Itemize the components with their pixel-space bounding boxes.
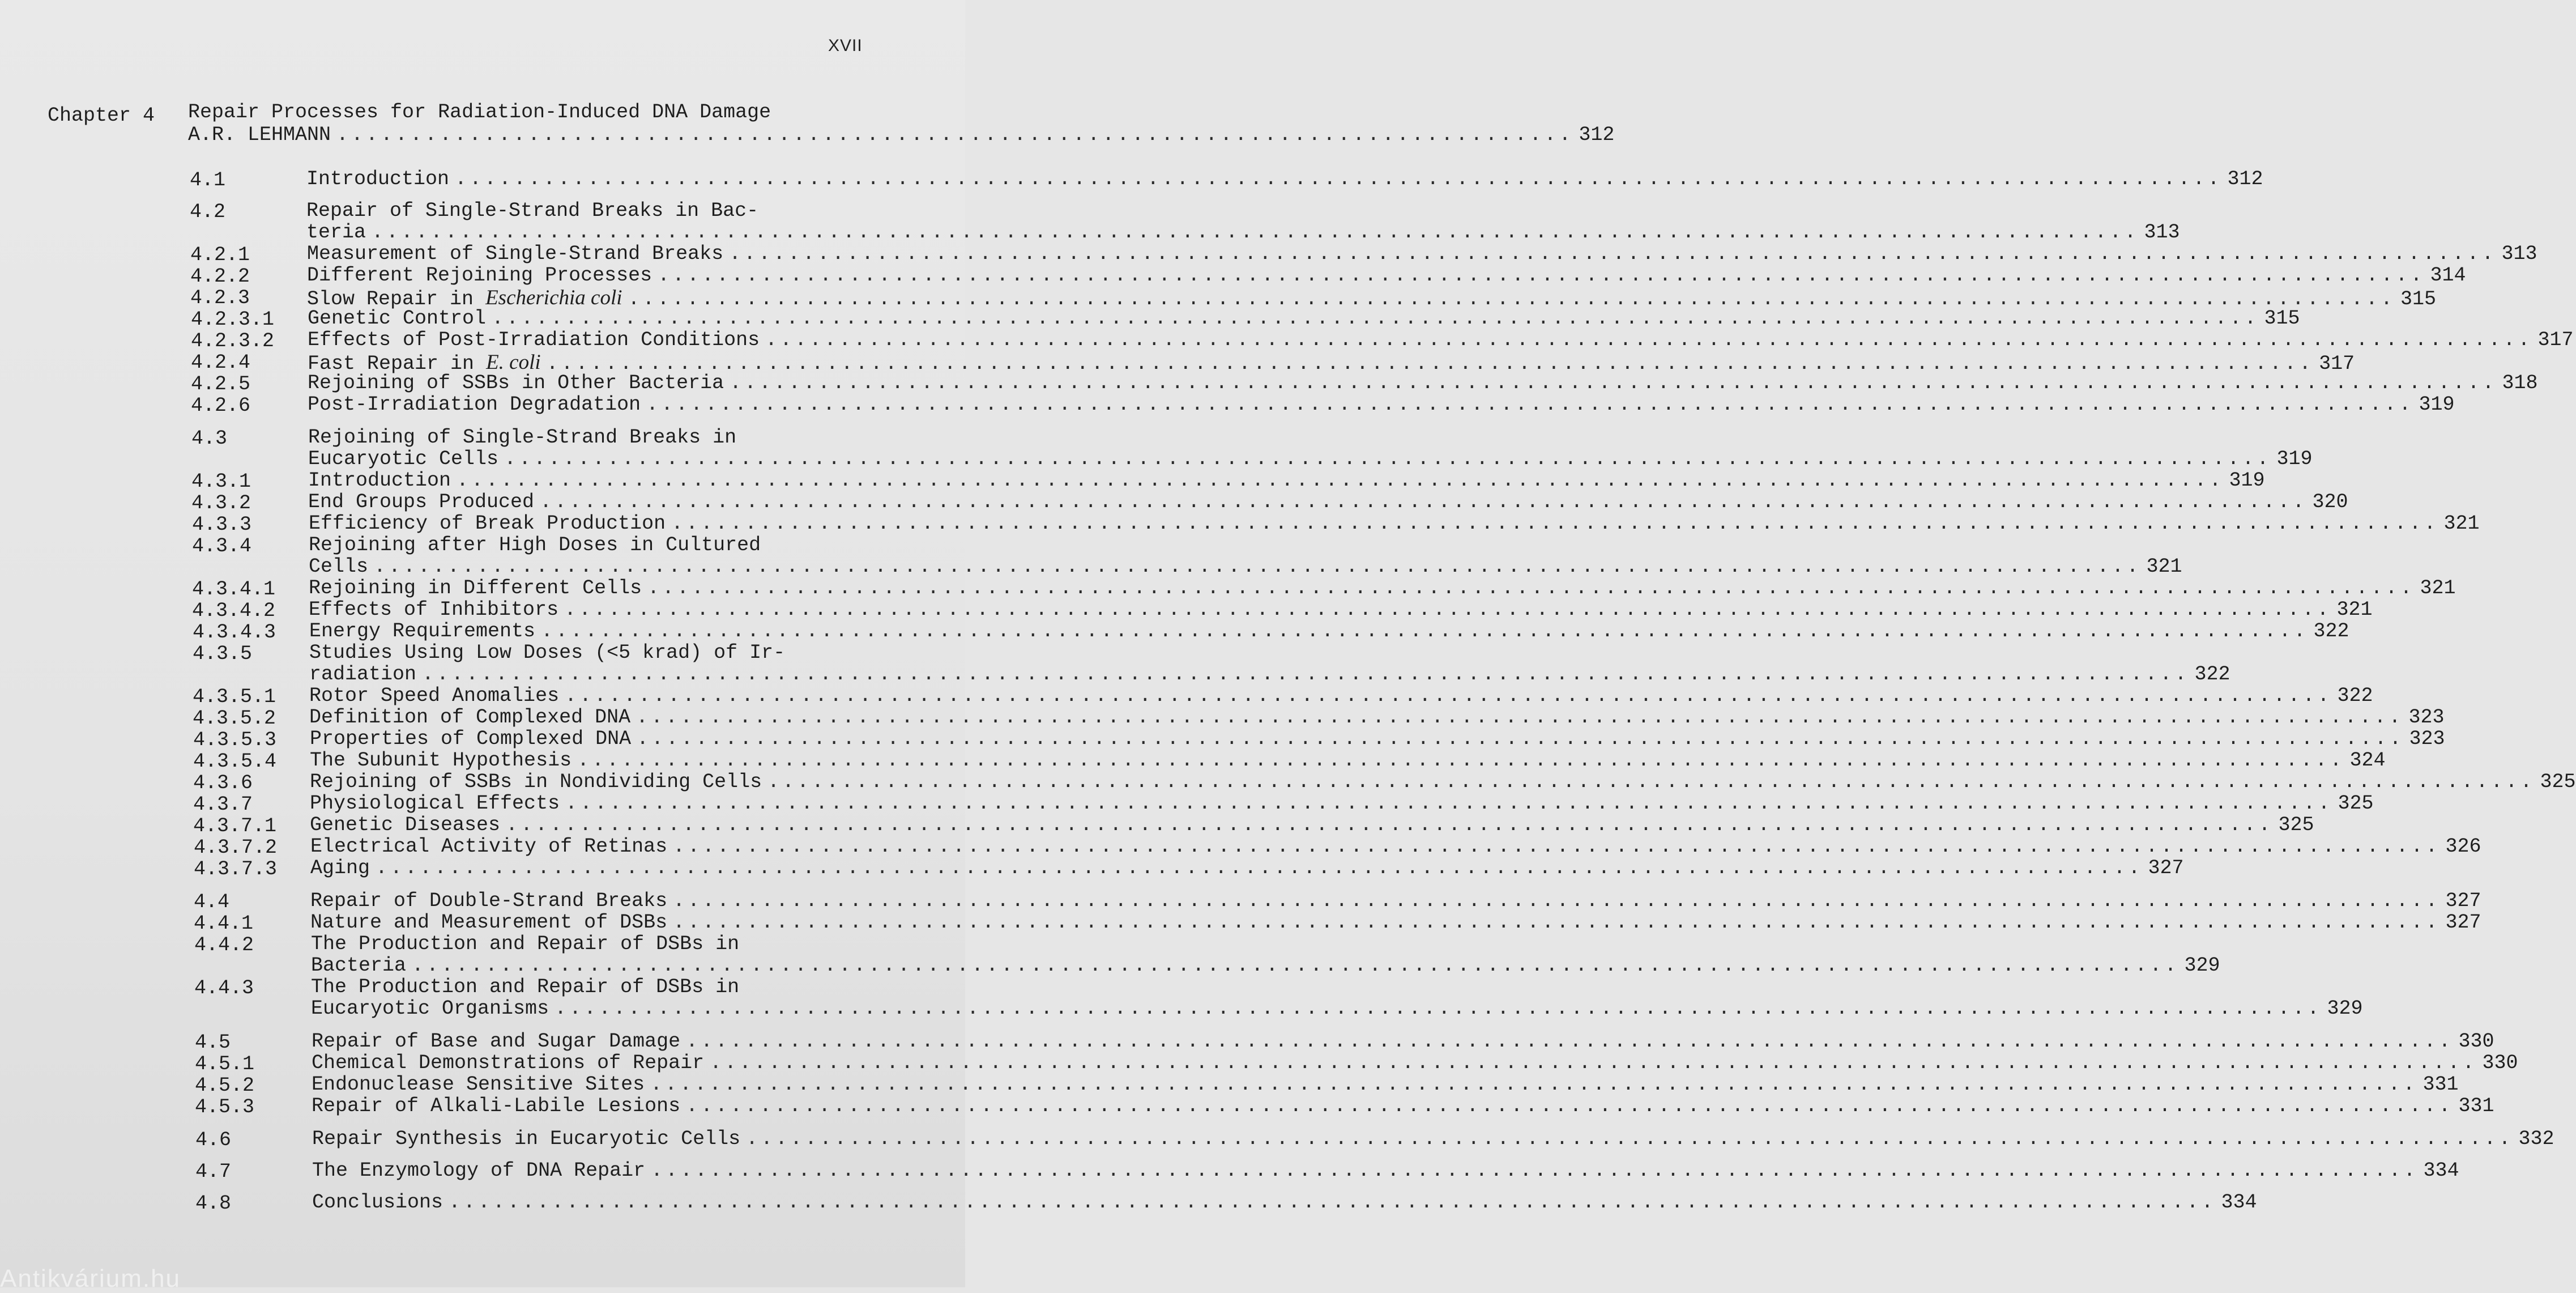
toc-entry-page: 318: [2502, 372, 2538, 394]
leader-dots: ........................................................................................................................: [686, 1095, 2454, 1117]
toc-entry-title: The Production and Repair of DSBs in: [311, 933, 740, 955]
toc-entry-title: Repair Synthesis in Eucaryotic Cells: [312, 1128, 741, 1150]
toc-entry-page: 324: [2349, 749, 2386, 772]
chapter-author-page: 312: [1579, 124, 1615, 146]
toc-entry-number: 4.3.7.1: [193, 815, 277, 837]
toc-entry-number: 4.3.7: [193, 793, 253, 816]
toc-entry-number: 4.3.4.3: [193, 621, 276, 644]
toc-entry-page: 323: [2408, 706, 2445, 729]
toc-entry-title: Properties of Complexed DNA: [310, 728, 632, 750]
toc-entry-number: 4.3.5: [193, 643, 253, 665]
toc-entry: [310, 911, 2481, 934]
toc-entry-number: 4.3.7.3: [194, 858, 278, 881]
toc-entry-number: 4.2.1: [190, 244, 250, 266]
toc-entry-page: 323: [2409, 728, 2445, 750]
toc-entry-title: Repair of Base and Sugar Damage: [312, 1030, 681, 1053]
leader-dots: ........................................................................................................................: [492, 307, 2259, 330]
toc-entry-number: 4.3.4.2: [192, 599, 276, 622]
toc-entry-number: 4.4.2: [194, 934, 254, 956]
toc-entry-page: 331: [2423, 1073, 2459, 1096]
toc-entry-number: 4.5.2: [195, 1074, 255, 1097]
chapter-author: A.R. LEHMANN: [188, 124, 331, 146]
toc-entry-title: Electrical Activity of Retinas: [310, 835, 668, 858]
toc-entry-number: 4.2.5: [191, 373, 251, 395]
toc-entry-page: 313: [2501, 243, 2537, 265]
leader-dots: ........................................................................................................................: [455, 168, 2223, 190]
toc-entry-title: Nature and Measurement of DSBs: [310, 911, 668, 934]
toc-entry-number: 4.4: [194, 891, 230, 913]
leader-dots: ........................................................................................................................: [565, 684, 2332, 707]
leader-dots: ........................................................................................................................: [412, 954, 2180, 977]
chapter-label: Chapter 4: [48, 104, 155, 127]
toc-entry-number: 4.6: [195, 1129, 232, 1151]
leader-dots: ........................................................................................................................: [746, 1128, 2514, 1150]
toc-entry-number: 4.3.7.2: [194, 836, 278, 859]
toc-entry: [312, 1128, 2554, 1150]
toc-entry-title: Eucaryotic Organisms: [311, 997, 549, 1020]
watermark: Antikvárium.hu: [0, 1265, 181, 1292]
toc-entry: [309, 663, 2230, 686]
toc-entry-title: Cells: [309, 555, 369, 578]
leader-dots: ........................................................................................................................: [577, 749, 2345, 772]
toc-entry: [308, 329, 2574, 351]
toc-entry: [308, 469, 2265, 492]
toc-entry-page: 330: [2458, 1030, 2494, 1053]
toc-entry-number: 4.2.4: [191, 351, 251, 374]
toc-entry: [309, 555, 2182, 578]
toc-entry: [312, 1030, 2494, 1053]
toc-entry-number: 4.3.5.2: [193, 707, 276, 730]
toc-entry-number: 4.3.1: [191, 470, 251, 493]
toc-entry-page: 319: [2229, 469, 2265, 492]
leader-dots: ........................................................................................................................: [647, 577, 2415, 599]
toc-entry-number: 4.3.6: [193, 772, 253, 794]
toc-entry-page: 321: [2146, 555, 2182, 578]
toc-entry-title: Repair of Alkali-Labile Lesions: [312, 1095, 681, 1117]
toc-entry-title: Definition of Complexed DNA: [309, 706, 631, 729]
leader-dots: ........................................................................................................................: [628, 288, 2395, 311]
leader-dots: ........................................................................................................................: [673, 890, 2441, 912]
toc-entry-page: 334: [2221, 1191, 2257, 1214]
toc-entry: [306, 221, 2180, 244]
toc-entry-number: 4.5: [195, 1031, 231, 1054]
toc-entry: [310, 890, 2481, 912]
toc-entry-number: 4.5.1: [195, 1053, 255, 1075]
leader-dots: ........................................................................................................................: [729, 243, 2497, 265]
toc-entry: [310, 857, 2184, 879]
leader-dots: ........................................................................................................................: [673, 911, 2441, 934]
toc-entry-title: Physiological Effects: [310, 792, 560, 815]
toc-entry-title: The Enzymology of DNA Repair: [312, 1159, 646, 1182]
leader-dots: ........................................................................................................................: [504, 448, 2272, 470]
chapter-title: Repair Processes for Radiation-Induced DNA Damage: [188, 101, 771, 124]
toc-entry: [308, 307, 2300, 330]
chapter-author-line: [188, 124, 1615, 146]
toc-entry: [309, 577, 2456, 599]
leader-dots: ........................................................................................................................: [506, 814, 2274, 836]
toc-entry-number: 4.2.3.2: [191, 330, 275, 352]
toc-entry-number: 4.2.6: [191, 394, 251, 417]
toc-entry-number: 4.3: [191, 427, 228, 450]
toc-entry-page: 322: [2313, 620, 2349, 643]
toc-entry-number: 4.5.3: [195, 1096, 255, 1118]
toc-entry-page: 321: [2420, 577, 2456, 599]
toc-entry-page: 326: [2445, 835, 2481, 858]
toc-entry: [309, 706, 2445, 729]
leader-dots: ........................................................................................................................: [646, 393, 2414, 416]
toc-entry-title: Introduction: [308, 469, 451, 492]
toc-entry-title: Rejoining of Single-Strand Breaks in: [308, 426, 737, 449]
leader-dots: ........................................................................................................................: [671, 512, 2439, 535]
page-number: XVII: [828, 36, 863, 55]
toc-entry-title-italic: Escherichia coli: [485, 286, 622, 309]
toc-entry-number: 4.3.5.4: [193, 750, 277, 773]
toc-entry-number: 4.4.3: [194, 977, 254, 999]
leader-dots: ........................................................................................................................: [658, 264, 2425, 287]
toc-entry: [311, 954, 2220, 977]
toc-entry-page: 322: [2337, 684, 2373, 707]
toc-entry: [308, 393, 2455, 416]
toc-entry: [307, 286, 2436, 311]
toc-entry: [309, 512, 2480, 535]
toc-entry: [308, 491, 2348, 513]
leader-dots: ........................................................................................................................: [767, 771, 2535, 793]
leader-dots: ........................................................................................................................: [457, 469, 2224, 492]
toc-entry: [310, 749, 2386, 772]
toc-entry-number: 4.2.3: [190, 287, 250, 309]
toc-entry-page: 315: [2400, 288, 2436, 311]
toc-entry-title: Genetic Diseases: [310, 814, 501, 836]
toc-entry-title: Post-Irradiation Degradation: [308, 393, 641, 416]
toc-entry-title: The Subunit Hypothesis: [310, 749, 572, 772]
leader-dots: ........................................................................................................................: [765, 329, 2533, 351]
leader-dots: ........................................................................................................................: [376, 857, 2143, 879]
toc-entry-number: 4.2: [190, 201, 226, 223]
leader-dots: ........................................................................................................................: [686, 1030, 2454, 1053]
leader-dots: ........................................................................................................................: [710, 1052, 2477, 1074]
toc-entry-title: Genetic Control: [308, 307, 487, 330]
toc-entry-page: 315: [2264, 307, 2300, 330]
toc-entry-title: Slow Repair in: [307, 288, 486, 311]
toc-entry-page: 327: [2148, 857, 2184, 879]
toc-entry-title: Efficiency of Break Production: [309, 512, 666, 535]
toc-entry-title: Effects of Inhibitors: [309, 598, 559, 621]
toc-entry-page: 321: [2336, 598, 2373, 621]
toc-entry: [312, 1073, 2459, 1096]
toc-entry: [310, 814, 2314, 836]
toc-entry-page: 313: [2144, 221, 2180, 244]
toc-entry-title: Chemical Demonstrations of Repair: [312, 1052, 705, 1074]
toc-entry: [306, 168, 2263, 190]
toc-entry: [310, 728, 2445, 750]
toc-entry: [307, 264, 2466, 287]
toc-entry-page: 329: [2184, 954, 2220, 977]
toc-entry-title: Rejoining in Different Cells: [309, 577, 642, 599]
toc-entry-page: 332: [2518, 1128, 2554, 1150]
toc-entry-title: Rejoining of SSBs in Other Bacteria: [308, 372, 724, 394]
toc-entry-page: 327: [2445, 890, 2481, 912]
toc-entry: [308, 448, 2313, 470]
toc-entry: [309, 684, 2373, 707]
leader-dots: ........................................................................................................................: [449, 1191, 2216, 1214]
leader-dots: ........................................................................................................................: [546, 352, 2314, 375]
toc-entry-page: 321: [2443, 512, 2480, 535]
toc-entry: [308, 372, 2538, 394]
leader-dots: ........................................................................................................................: [540, 491, 2308, 513]
toc-entry-title: Repair of Single-Strand Breaks in Bac-: [306, 199, 759, 222]
toc-entry-title: Repair of Double-Strand Breaks: [310, 890, 668, 912]
toc-entry-number: 4.2.2: [190, 265, 250, 288]
toc-entry-page: 329: [2327, 997, 2363, 1020]
toc-entry: [312, 1191, 2257, 1214]
leader-dots: ........................................................................................................................: [650, 1073, 2418, 1096]
toc-entry-title: Studies Using Low Doses (<5 krad) of Ir-: [309, 641, 786, 664]
toc-entry-title: Different Rejoining Processes: [307, 264, 652, 287]
toc-entry-title: Fast Repair in: [308, 352, 487, 375]
toc-entry-page: 325: [2338, 792, 2374, 815]
toc-entry-title: End Groups Produced: [308, 491, 535, 513]
toc-entry: [307, 243, 2537, 265]
toc-entry-number: 4.3.2: [191, 492, 251, 514]
leader-dots: ........................................................................................................................: [564, 598, 2332, 621]
toc-entry-page: 320: [2312, 491, 2348, 513]
toc-entry-page: 331: [2458, 1095, 2494, 1117]
toc-entry: [310, 835, 2481, 858]
toc-entry-number: 4.3.4.1: [192, 578, 276, 601]
toc-entry-title: Energy Requirements: [309, 620, 536, 643]
toc-entry-number: 4.3.4: [192, 535, 252, 558]
leader-dots: ........................................................................................................................: [651, 1159, 2419, 1182]
leader-dots: ........................................................................................................................: [422, 663, 2190, 686]
toc-entry-title: Rotor Speed Anomalies: [309, 684, 560, 707]
toc-entry-page: 317: [2537, 329, 2574, 351]
toc-entry-number: 4.3.3: [192, 513, 252, 536]
toc-entry-title-italic: E. coli: [486, 351, 541, 374]
toc-entry: [311, 997, 2363, 1020]
toc-entry-title: Eucaryotic Cells: [308, 448, 499, 470]
toc-entry-number: 4.3.5.1: [193, 686, 276, 708]
leader-dots: ........................................................................................................................: [555, 997, 2322, 1020]
toc-entry-title: Measurement of Single-Strand Breaks: [307, 243, 724, 265]
toc-entry-page: 334: [2423, 1159, 2459, 1182]
toc-entry-title: Bacteria: [311, 954, 407, 977]
leader-dots: ........................................................................................................................: [730, 372, 2497, 394]
toc-entry: [312, 1052, 2518, 1074]
toc-entry-title: Endonuclease Sensitive Sites: [312, 1073, 645, 1096]
toc-entry-page: 330: [2482, 1052, 2518, 1074]
toc-entry-title: Effects of Post-Irradiation Conditions: [308, 329, 760, 351]
toc-entry-number: 4.7: [195, 1160, 232, 1183]
leader-dots: ........................................................................................................................: [541, 620, 2309, 643]
toc-entry-title: Introduction: [306, 168, 450, 190]
toc-entry-title: radiation: [309, 663, 417, 686]
leader-dots: ........................................................................................................................: [637, 728, 2404, 750]
toc-entry-page: 317: [2319, 352, 2355, 375]
leader-dots: ........................................................................................................................: [372, 221, 2139, 244]
toc-entry-title: Rejoining after High Doses in Cultured: [309, 534, 761, 556]
toc-entry: [312, 1095, 2494, 1117]
leader-dots: ....................................................................................: [336, 124, 1574, 146]
toc-entry-page: 319: [2419, 393, 2455, 416]
toc-entry: [310, 771, 2576, 793]
leader-dots: ........................................................................................................................: [636, 706, 2404, 729]
toc-entry-page: 312: [2227, 168, 2263, 190]
toc-entry-number: 4.8: [195, 1192, 232, 1215]
toc-entry-number: 4.2.3.1: [191, 308, 275, 331]
toc-entry-page: 322: [2194, 663, 2230, 686]
toc-entry: [309, 620, 2349, 643]
toc-entry-number: 4.1: [190, 169, 226, 192]
toc-entry-page: 325: [2540, 771, 2576, 793]
toc-entry-number: 4.4.1: [194, 912, 254, 935]
toc-entry-title: Aging: [310, 857, 370, 879]
leader-dots: ........................................................................................................................: [673, 835, 2441, 858]
toc-entry: [308, 350, 2355, 375]
leader-dots: ........................................................................................................................: [374, 555, 2142, 578]
toc-entry-number: 4.3.5.3: [193, 729, 277, 751]
toc-entry-title: Conclusions: [312, 1191, 443, 1214]
toc-entry-page: 314: [2430, 264, 2466, 287]
toc-entry: [312, 1159, 2459, 1182]
toc-entry-title: Rejoining of SSBs in Nondividing Cells: [310, 771, 762, 793]
toc-entry: [309, 598, 2373, 621]
toc-entry-title: The Production and Repair of DSBs in: [311, 976, 740, 998]
toc-entry-title: teria: [306, 221, 366, 244]
toc-entry-page: 319: [2276, 448, 2313, 470]
leader-dots: ........................................................................................................................: [565, 792, 2333, 815]
toc-entry: [310, 792, 2374, 815]
toc-entry-page: 325: [2278, 814, 2314, 836]
toc-entry-page: 327: [2445, 911, 2481, 934]
